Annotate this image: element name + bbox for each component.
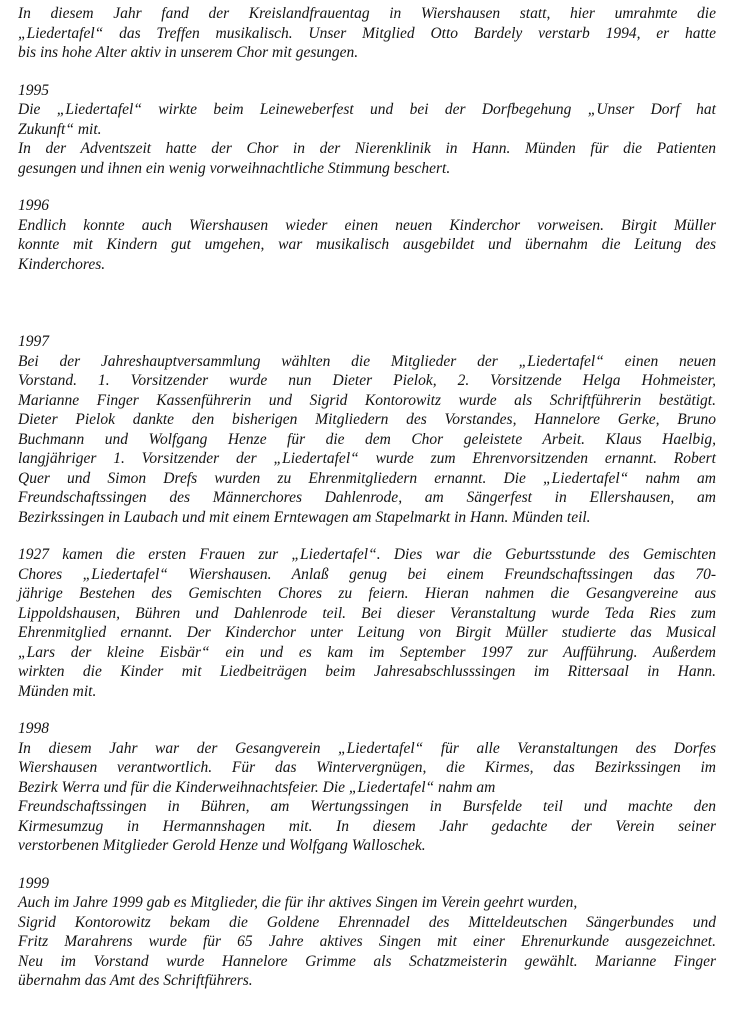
text-line: Kinderchores. (18, 255, 106, 273)
text-line: Freundschaftssingen in Bühren, am Wertungssingen in Bursfelde teil und machte den (18, 798, 716, 815)
text-line: Kirmesumzug in Hermannshagen mit. In diesem Jahr gedachte der Verein seiner (18, 817, 716, 835)
year-heading: 1999 (18, 874, 49, 892)
text-line: jährige Bestehen des Gemischten Chores zu feiern. Hieran nahmen die Gesangvereine aus (18, 585, 716, 602)
text-line: Marianne Finger Kassenführerin und Sigrid Kontorowitz wurde als Schriftführerin bestätigt. (18, 391, 716, 409)
text-line: wirkten die Kinder mit Liedbeiträgen beim Jahresabschlusssingen im Rittersaal in Hann. (18, 663, 716, 680)
text-line: Zukunft“ mit. (18, 120, 102, 138)
text-line: Ehrenmitglied ernannt. Der Kinderchor unter Leitung von Birgit Müller studierte das Musical (18, 624, 716, 641)
year-heading: 1996 (18, 197, 49, 214)
text-line: In diesem Jahr fand der Kreislandfrauentag in Wiershausen statt, hier umrahmte die (18, 5, 716, 22)
text-line: Vorstand. 1. Vorsitzender wurde nun Dieter Pielok, 2. Vorsitzende Helga Hohmeister, (18, 372, 716, 389)
text-line: Auch im Jahre 1999 gab es Mitglieder, die für ihr aktives Singen im Verein geehrt wurden, (18, 894, 578, 911)
year-heading: 1995 (18, 81, 49, 99)
text-line: Bezirkssingen in Laubach und mit einem Erntewagen am Stapelmarkt in Hann. Münden teil. (18, 508, 591, 526)
text-line: Bezirk Werra und für die Kinderweihnachtsfeier. Die „Liedertafel“ nahm am (18, 778, 496, 796)
text-line: Lippoldshausen, Bühren und Dahlenrode teil. Bei dieser Veranstaltung wurde Teda Ries zum (18, 604, 716, 622)
text-line: Fritz Marahrens wurde für 65 Jahre aktives Singen mit einer Ehrenurkunde ausgezeichnet. (18, 933, 716, 950)
section-1999 (18, 874, 716, 991)
text-line: Sigrid Kontorowitz bekam die Goldene Ehrennadel des Mitteldeutschen Sängerbundes und (18, 913, 716, 931)
year-heading: 1997 (18, 333, 49, 350)
text-line: In diesem Jahr war der Gesangverein „Liedertafel“ für alle Veranstaltungen des Dorfes (18, 739, 716, 757)
text-line: Buchmann und Wolfgang Henze für die dem Chor geleistete Arbeit. Klaus Haelbig, (18, 430, 716, 448)
text-line: „Lars der kleine Eisbär“ ein und es kam im September 1997 zur Aufführung. Außerdem (18, 643, 716, 661)
year-heading: 1998 (18, 720, 49, 737)
section-1996 (18, 196, 716, 274)
text-line: Münden mit. (18, 682, 97, 700)
text-line: Wiershausen verantwortlich. Für das Wintervergnügen, die Kirmes, das Bezirkssingen im (18, 759, 716, 776)
text-line: 1927 kamen die ersten Frauen zur „Liedertafel“. Dies war die Geburtsstunde des Gemischten (18, 546, 716, 563)
text-line: Endlich konnte auch Wiershausen wieder einen neuen Kinderchor vorweisen. Birgit Müller (18, 216, 716, 234)
text-line: Die „Liedertafel“ wirkte beim Leineweberfest und bei der Dorfbegehung „Unser Dorf hat (18, 101, 716, 118)
section-1997 (18, 332, 716, 527)
text-line: Dieter Pielok dankte den bisherigen Mitgliedern des Vorstandes, Hannelore Gerke, Bruno (18, 411, 716, 428)
section-1995 (18, 81, 716, 179)
text-line: Neu im Vorstand wurde Hannelore Grimme als Schatzmeisterin gewählt. Marianne Finger (18, 952, 716, 970)
text-line: In der Adventszeit hatte der Chor in der Nierenklinik in Hann. Münden für die Patienten (18, 140, 716, 157)
text-line: Bei der Jahreshauptversammlung wählten die Mitglieder der „Liedertafel“ einen neuen (18, 352, 716, 370)
text-line: gesungen und ihnen ein wenig vorweihnachtliche Stimmung beschert. (18, 159, 451, 177)
text-line: Freundschaftssingen des Männerchores Dahlenrode, am Sängerfest in Ellershausen, am (18, 489, 716, 506)
text-line: Chores „Liedertafel“ Wiershausen. Anlaß genug bei einem Freundschaftssingen das 70- (18, 565, 716, 583)
text-line: übernahm das Amt des Schriftführers. (18, 972, 253, 989)
text-line: langjähriger 1. Vorsitzender der „Liedertafel“ wurde zum Ehrenvorsitzenden ernannt. Robert (18, 450, 716, 467)
intro-paragraph (18, 4, 716, 63)
section-1997-continued (18, 545, 716, 701)
text-line: „Liedertafel“ das Treffen musikalisch. Unser Mitglied Otto Bardely verstarb 1994, er hatte (18, 24, 716, 42)
text-line: verstorbenen Mitglieder Gerold Henze und Wolfgang Walloschek. (18, 837, 426, 854)
text-line: Quer und Simon Drefs wurden zu Ehrenmitgliedern ernannt. Die „Liedertafel“ nahm am (18, 469, 716, 487)
section-1998 (18, 719, 716, 856)
text-line: konnte mit Kindern gut umgehen, war musikalisch ausgebildet und übernahm die Leitung des (18, 236, 716, 253)
text-line: bis ins hohe Alter aktiv in unserem Chor mit gesungen. (18, 44, 359, 61)
